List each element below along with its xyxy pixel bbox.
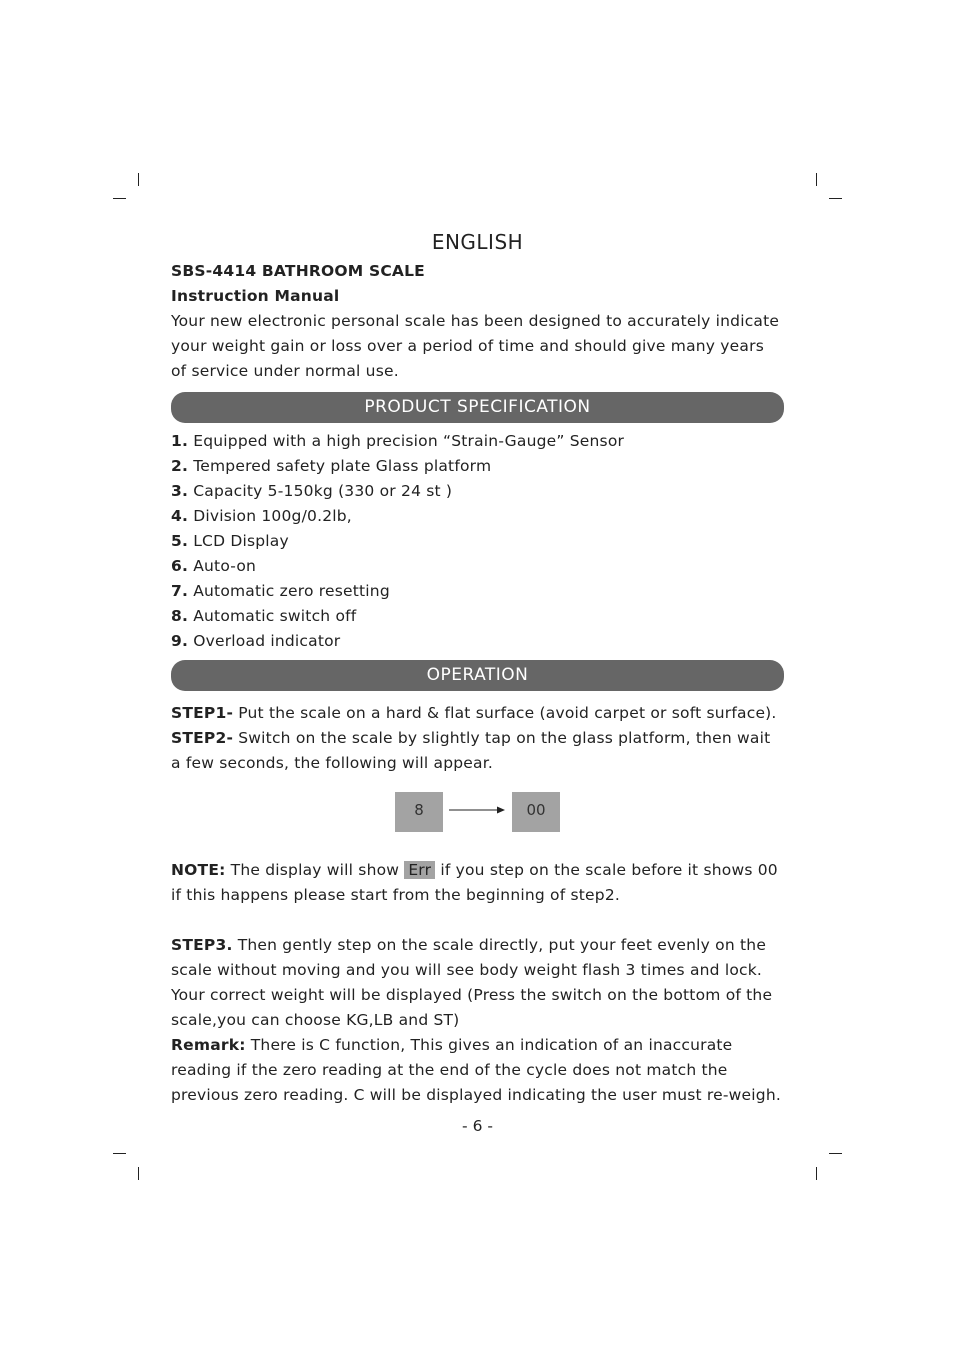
step2-label: STEP2- xyxy=(171,729,234,747)
crop-mark xyxy=(113,198,126,199)
remark-label: Remark: xyxy=(171,1036,246,1054)
language-heading: ENGLISH xyxy=(431,230,524,254)
list-item: 6. Auto-on xyxy=(171,557,257,575)
err-display-badge: Err xyxy=(404,861,435,879)
spec-banner: PRODUCT SPECIFICATION xyxy=(171,392,784,423)
step1-paragraph xyxy=(171,701,784,726)
note-paragraph xyxy=(171,858,784,908)
crop-mark xyxy=(829,198,842,199)
arrow-right-icon xyxy=(449,805,505,815)
crop-mark xyxy=(138,173,139,186)
note-label: NOTE: xyxy=(171,861,226,879)
list-item: 3. Capacity 5-150kg (330 or 24 st ) xyxy=(171,482,453,500)
spec-list xyxy=(171,429,784,654)
list-item: 7. Automatic zero resetting xyxy=(171,582,390,600)
note-text-before: The display will show xyxy=(230,861,400,879)
crop-mark xyxy=(829,1153,842,1154)
list-item: 5. LCD Display xyxy=(171,532,289,550)
remark-text: There is C function, This gives an indication of an inaccurate reading if the zero reading at the end of the cycle does not match the previous zero reading. C will be displayed indicating the user must re-weigh. xyxy=(171,1036,781,1104)
list-item: 4. Division 100g/0.2lb, xyxy=(171,507,352,525)
step1-label: STEP1- xyxy=(171,704,234,722)
crop-mark xyxy=(816,173,817,186)
lcd-display-initial: 8 xyxy=(395,792,443,832)
step3-paragraph xyxy=(171,933,784,1033)
list-item: 1. Equipped with a high precision “Strain-Gauge” Sensor xyxy=(171,432,625,450)
step3-label: STEP3. xyxy=(171,936,233,954)
list-item: 9. Overload indicator xyxy=(171,632,341,650)
step3-text: Then gently step on the scale directly, put your feet evenly on the scale without moving and you will see body weight flash 3 times and lock. Your correct weight will be displayed (Press the switch on the bottom of the scale,you can choose KG,LB and ST) xyxy=(171,936,773,1029)
manual-page xyxy=(171,229,784,1139)
display-sequence xyxy=(171,792,784,834)
note-text-after: if you step on the scale before it shows 00 if this happens please start from the beginning of step2. xyxy=(171,861,778,904)
crop-mark xyxy=(138,1167,139,1180)
step2-paragraph xyxy=(171,726,784,776)
page-number: - 6 - xyxy=(462,1117,493,1135)
intro-paragraph: Your new electronic personal scale has been designed to accurately indicate your weight gain or loss over a period of time and should give many years of service under normal use. xyxy=(171,312,780,380)
operation-banner: OPERATION xyxy=(171,660,784,691)
step2-text: Switch on the scale by slightly tap on the glass platform, then wait a few seconds, the following will appear. xyxy=(171,729,771,772)
model-title: SBS-4414 BATHROOM SCALE xyxy=(171,262,425,280)
list-item: 2. Tempered safety plate Glass platform xyxy=(171,457,492,475)
crop-mark xyxy=(816,1167,817,1180)
lcd-display-zero: 00 xyxy=(512,792,560,832)
step1-text: Put the scale on a hard & flat surface (avoid carpet or soft surface). xyxy=(238,704,777,722)
remark-paragraph xyxy=(171,1033,784,1108)
spacer xyxy=(171,908,784,933)
list-item: 8. Automatic switch off xyxy=(171,607,357,625)
crop-mark xyxy=(113,1153,126,1154)
doc-type: Instruction Manual xyxy=(171,287,340,305)
